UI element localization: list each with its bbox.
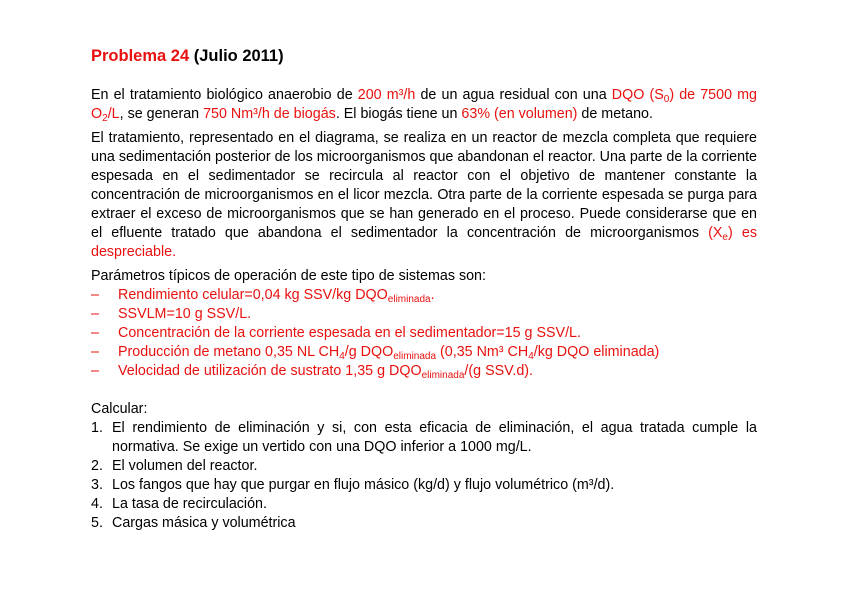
list-item: 4. La tasa de recirculación. [91, 496, 267, 512]
dqo-concentration: 7500 mg $O_2/L$ [91, 87, 758, 124]
parameters-intro: Parámetros típicos de operación de este tipo de sistemas son: [91, 268, 486, 284]
dqo-label: DQO $(S_0)$ de [611, 87, 696, 105]
calculate-list [91, 419, 757, 533]
text-segment: . El biogás tiene un [335, 106, 462, 122]
biogas-value: 750 Nm³/h de biogás [203, 106, 336, 122]
list-item: 1. El rendimiento de eliminación y si, con esta eficacia de eliminación, el agua tratada cumple la normativa. Se exige un vertido con una DQO inferior a 1000 mg/L. [91, 420, 757, 455]
text-segment: de metano. [577, 106, 653, 122]
problem-number: Problema 24 [91, 47, 190, 65]
paragraph-statement [91, 86, 757, 124]
text-segment: , se generan [119, 106, 204, 122]
flow-value: 200 m³/h [357, 87, 416, 103]
list-item: 2. El volumen del reactor. [91, 458, 258, 474]
list-item: – SSVLM=10 g SSV/L. [91, 306, 252, 322]
xe-note: $(X_e)$ es despreciable. [91, 225, 757, 260]
document-page [91, 46, 757, 533]
list-item: 5. Cargas másica y volumétrica [91, 515, 296, 531]
calculate-heading: Calcular: [91, 401, 148, 417]
text-segment: El tratamiento, representado en el diagrama, se realiza en un reactor de mezcla completa que requiere una sedimentación posterior de los microorganismos que abandonan el reactor. Una parte de la corriente espesada en el sedimentador se recircula al reactor con el objetivo de mantener constante la concentración de microorganismos en el licor mezcla. Otra parte de la corriente espesada se purga para extraer el exceso de microorganismos que se han generado en el proceso. Puede considerarse que en el efluente tratado que abandona el sedimentador la concentración de microorganismos [91, 130, 757, 241]
methane-percentage: 63% (en volumen) [461, 106, 578, 122]
parameters-list [91, 286, 757, 381]
list-item: – Concentración de la corriente espesada en el sedimentador=15 g SSV/L. [91, 325, 581, 341]
text-segment: de un agua residual con una [415, 87, 612, 103]
list-item: – Velocidad de utilización de sustrato 1,35 g $DQO_{eliminada}/(g$ SSV.d). [91, 363, 534, 381]
list-item: – Rendimiento celular=0,04 kg SSV/kg $DQO_{eliminada}$. [91, 287, 435, 305]
text-segment: En el tratamiento biológico anaerobio de [91, 87, 358, 103]
paragraph-process [91, 129, 757, 262]
list-item: 3. Los fangos que hay que purgar en flujo másico (kg/d) y flujo volumétrico (m³/d). [91, 477, 615, 493]
problem-date: (Julio 2011) [193, 47, 284, 65]
problem-title [91, 46, 757, 66]
list-item: – Producción de metano 0,35 NL $CH_4/g$ $DQO_{eliminada}$ (0,35 Nm³ $CH_4/kg$ DQO eliminada) [91, 344, 660, 362]
